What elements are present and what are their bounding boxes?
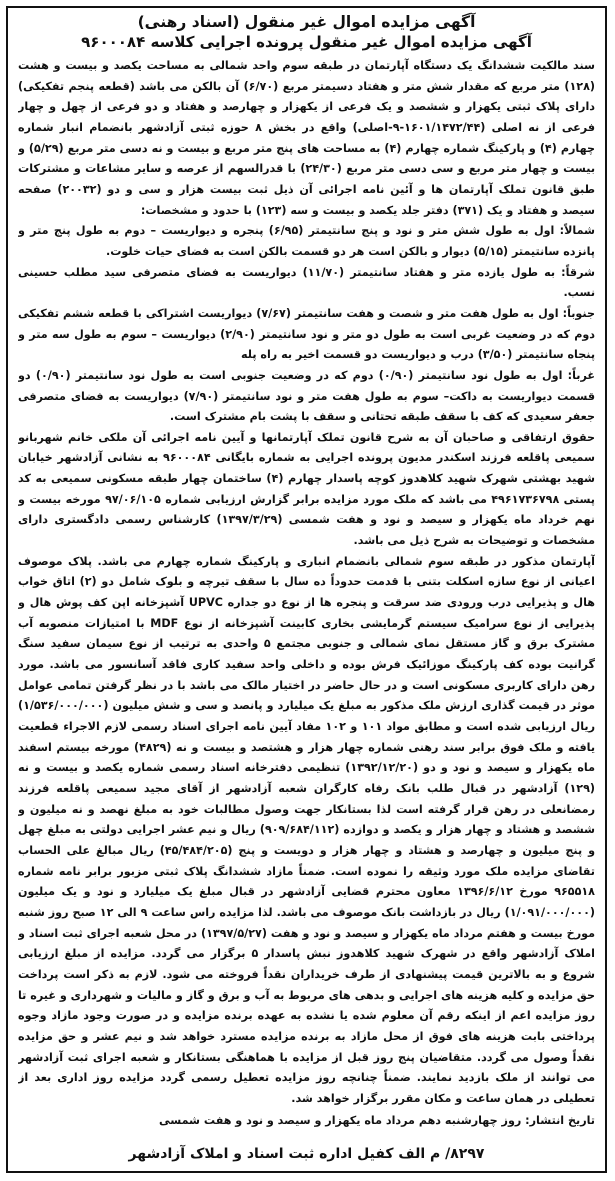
south-boundary: جنوباً: اول به طول هفت متر و شصت و هفت سانتیمتر (۷/۶۷) دیواریست اشتراکی با قطعه ششم تفکیکی دوم که در وضعیت غربی است به طول دو متر و نود سانتیمتر (۲/۹۰) دیواریست – سوم به طول سه متر و پنجاه سانتیمتر (۳/۵۰) درب و دیواریست دو قسمت اخیر به راه پله xyxy=(18,306,595,362)
publication-date: تاریخ انتشار: روز چهارشنبه دهم مرداد ماه یکهزار و سیصد و نود و هفت شمسی xyxy=(158,1114,595,1128)
ownership-details: حقوق ارتفاقی و صاحبان آن به شرح قانون تملک آپارتمانها و آیین نامه اجرائی آن ملکی خانم شهربانو سمیعی پاقلعه فرزند اسکندر مدیون پرونده اجرایی به شماره بایگانی ۹۶۰۰۰۸۴ به نشانی آزادشهر خیابان شهید بهشتی شهرک شهید کلاهدوز کوچه پاسدار چهارم (۴) ساختمان چهار طبقه مسکونی سمیعی به کد پستی ۴۹۶۱۷۳۶۷۹۸ می باشد که ملک مورد مزایده برابر گزارش ارزیابی شماره ۹۷/۰۶/۱۰۵ مورخه بیست و نهم خرداد ماه یکهزار و سیصد و نود و هفت شمسی (۱۳۹۷/۳/۲۹) کارشناس رسمی دادگستری دارای مشخصات و توضیحات به شرح ذیل می باشد. xyxy=(18,430,595,548)
auction-terms: آپارتمان مذکور در طبقه سوم شمالی بانضمام انباری و پارکینگ شماره چهارم می باشد. پلاک موصوف اعیانی از نوع سازه اسکلت بتنی با قدمت حدوداً ده سال با سقف تیرچه و بلوک شامل دو (۲) اتاق خواب هال و پذیرایی درب ورودی ضد سرقت و پنجره ها از نوع دو جداره UPVC آشپزخانه اپن کف پوش هال و پذیرایی از نوع سرامیک سیستم گرمایشی بخاری کابینت آشپزخانه از نوع MDF با امتیازات منصوبه آب مشترک برق و گاز مستقل نمای شمالی و جنوبی مجتمع ۵ واحدی به ترتیب از نوع سیمان سفید سنگ گرانیت بوده کف پارکینگ موزائیک فرش بوده و داخلی واحد سفید کاری فاقد آسانسور می باشد. مورد رهن دارای کاربری مسکونی است و در حال حاضر در اختیار مالک می باشد با در نظر گرفتن تمامی عوامل موثر در قیمت گذاری ارزش ملک مذکور به مبلغ یک میلیارد و پانصد و سی و شش میلیون (۱/۵۳۶/۰۰۰/۰۰۰) ریال ارزیابی شده است و مطابق مواد ۱۰۱ و ۱۰۲ مفاد آیین نامه اجرای اسناد رسمی لازم الاجراء قطعیت یافته و ملک فوق برابر سند رهنی شماره چهار هزار و هشتصد و بیست و نه (۴۸۲۹) مورخه بیستم اسفند ماه یکهزار و سیصد و نود و دو (۱۳۹۲/۱۲/۲۰) تنظیمی دفترخانه اسناد رسمی شماره یکصد و بیست و نه (۱۲۹) آزادشهر در قبال طلب بانک رفاه کارگران شعبه آزادشهر از آقای مجید سمیعی پاقلعه فرزند رمضانعلی در رهن قرار گرفته است لذا بستانکار جهت وصول مطالبات خود به مبلغ نهصد و نه میلیون و ششصد و هشتاد و چهار هزار و یکصد و دوازده (۹۰۹/۶۸۴/۱۱۲) ریال و نیم عشر اجرایی دولتی به مبلغ چهل و پنج میلیون و چهارصد و هشتاد و چهار هزار و دویست و پنج (۴۵/۴۸۴/۲۰۵) ریال مبالغ علی الحساب تقاضای مزایده ملک مورد وثیقه را نموده است. ضمناً مازاد ششدانگ پلاک ثبتی مزبور برابر نامه شماره ۹۶۵۵۱۸ مورخ ۱۳۹۶/۶/۱۲ معاون محترم قضایی آزادشهر در قبال مبلغ یک میلیارد و نود و یک میلیون (۱/۰۹۱/۰۰۰/۰۰۰) ریال در بازداشت بانک موصوف می باشد. لذا مزایده راس ساعت ۹ الی ۱۲ صبح روز شنبه مورخ بیست و هفتم مرداد ماه یکهزار و سیصد و نود و هفت (۱۳۹۷/۵/۲۷) در محل شعبه اجرای ثبت اسناد و املاک آزادشهر واقع در شهرک شهید کلاهدوز نبش پاسدار ۵ برگزار می گردد. مزایده از مبلغ ارزیابی شروع و به بالاترین قیمت پیشنهادی از طرف خریداران نقداً فروخته می شود. لازم به ذکر است پرداخت حق مزایده و کلیه هزینه های اجرایی و بدهی های مربوط به آب و برق و گاز و مالیات و شهرداری و غیره تا روز مزایده اعم از اینکه رقم آن معلوم شده یا نشده به عهده برنده مزایده و در صورت وجود مازاد وجوه پرداختی بابت هزینه های فوق از محل مازاد به برنده مزایده مسترد خواهد شد و نیم عشر و حق مزایده نقداً وصول می گردد. متقاضیان پنج روز قبل از مزایده با هماهنگی بستانکار و شعبه اجرای ثبت آزادشهر می توانند از ملک بازدید نمایند. ضمناً چنانچه روز مزایده تعطیل رسمی گردد مزایده روز اداری بعد از تعطیلی در همان ساعت و مکان مقرر برگزار خواهد شد. xyxy=(18,554,595,1105)
property-description: سند مالکیت ششدانگ یک دستگاه آپارتمان در طبقه سوم واحد شمالی به مساحت یکصد و بیست و هشت (۱۲۸) متر مربع که مقدار شش متر و هفتاد دسیمتر مربع (۶/۷۰) آن بالکن می باشد (قطعه پنجم تفکیکی) دارای پلاک ثبتی یکهزار و ششصد و یک فرعی از یکهزار و چهارصد و هفتاد و دو فرعی از چهل و چهار فرعی از نه اصلی (۱۶۰۱/۱۴۷۲/۴۴-۹-اصلی) واقع در بخش ۸ حوزه ثبتی آزادشهر بانضمام انبار شماره چهارم (۴) و پارکینگ شماره چهارم (۴) به مساحت های پنج متر مربع و بیست و نه دسی متر مربع (۵/۲۹) و بیست و چهار متر مربع و سی دسی متر مربع (۲۴/۳۰) با قدرالسهم از عرصه و سایر مشاعات و مشترکات طبق قانون تملک آپارتمان ها و آئین نامه اجرائی آن ذیل ثبت بیست هزار و سی و دو (۲۰۰۳۲) صفحه سیصد و هفتاد و یک (۳۷۱) دفتر جلد یکصد و بیست و سه (۱۲۳) با حدود و مشخصات: xyxy=(18,59,595,217)
west-boundary: غرباً: اول به طول نود سانتیمتر (۰/۹۰) دوم که در وضعیت جنوبی است به طول نود سانتیمتر (۰/۹۰) دو قسمت دیواریست به داکت– سوم به طول هفت متر و نود سانتیمتر (۷/۹۰) دیواریست به فضای متصرفی جعفر سعیدی که کف با سقف طبقه تحتانی و سقف با پشت بام مشترک است. xyxy=(18,368,595,424)
north-boundary: شمالاً: اول به طول شش متر و نود و پنج سانتیمتر (۶/۹۵) پنجره و دیواریست – دوم به طول پنج متر و پانزده سانتیمتر (۵/۱۵) دیوار و بالکن است هر دو قسمت بالکن است به فضای حیات خلوت. xyxy=(18,224,595,258)
auction-notice xyxy=(6,6,607,1173)
notice-body xyxy=(18,56,595,1137)
east-boundary: شرقاً: به طول یازده متر و هفتاد سانتیمتر (۱۱/۷۰) دیواریست به فضای متصرفی سید مطلب حسینی نسب. xyxy=(18,265,595,300)
signature-line: ۸۲۹۷/ م الف کفیل اداره ثبت اسناد و املاک آزادشهر xyxy=(128,1146,485,1162)
notice-title: آگهی مزایده اموال غیر منقول (اسناد رهنی) xyxy=(137,13,476,31)
notice-subtitle: آگهی مزایده اموال غیر منقول پرونده اجرایی کلاسه ۹۶۰۰۰۸۴ xyxy=(81,33,532,51)
